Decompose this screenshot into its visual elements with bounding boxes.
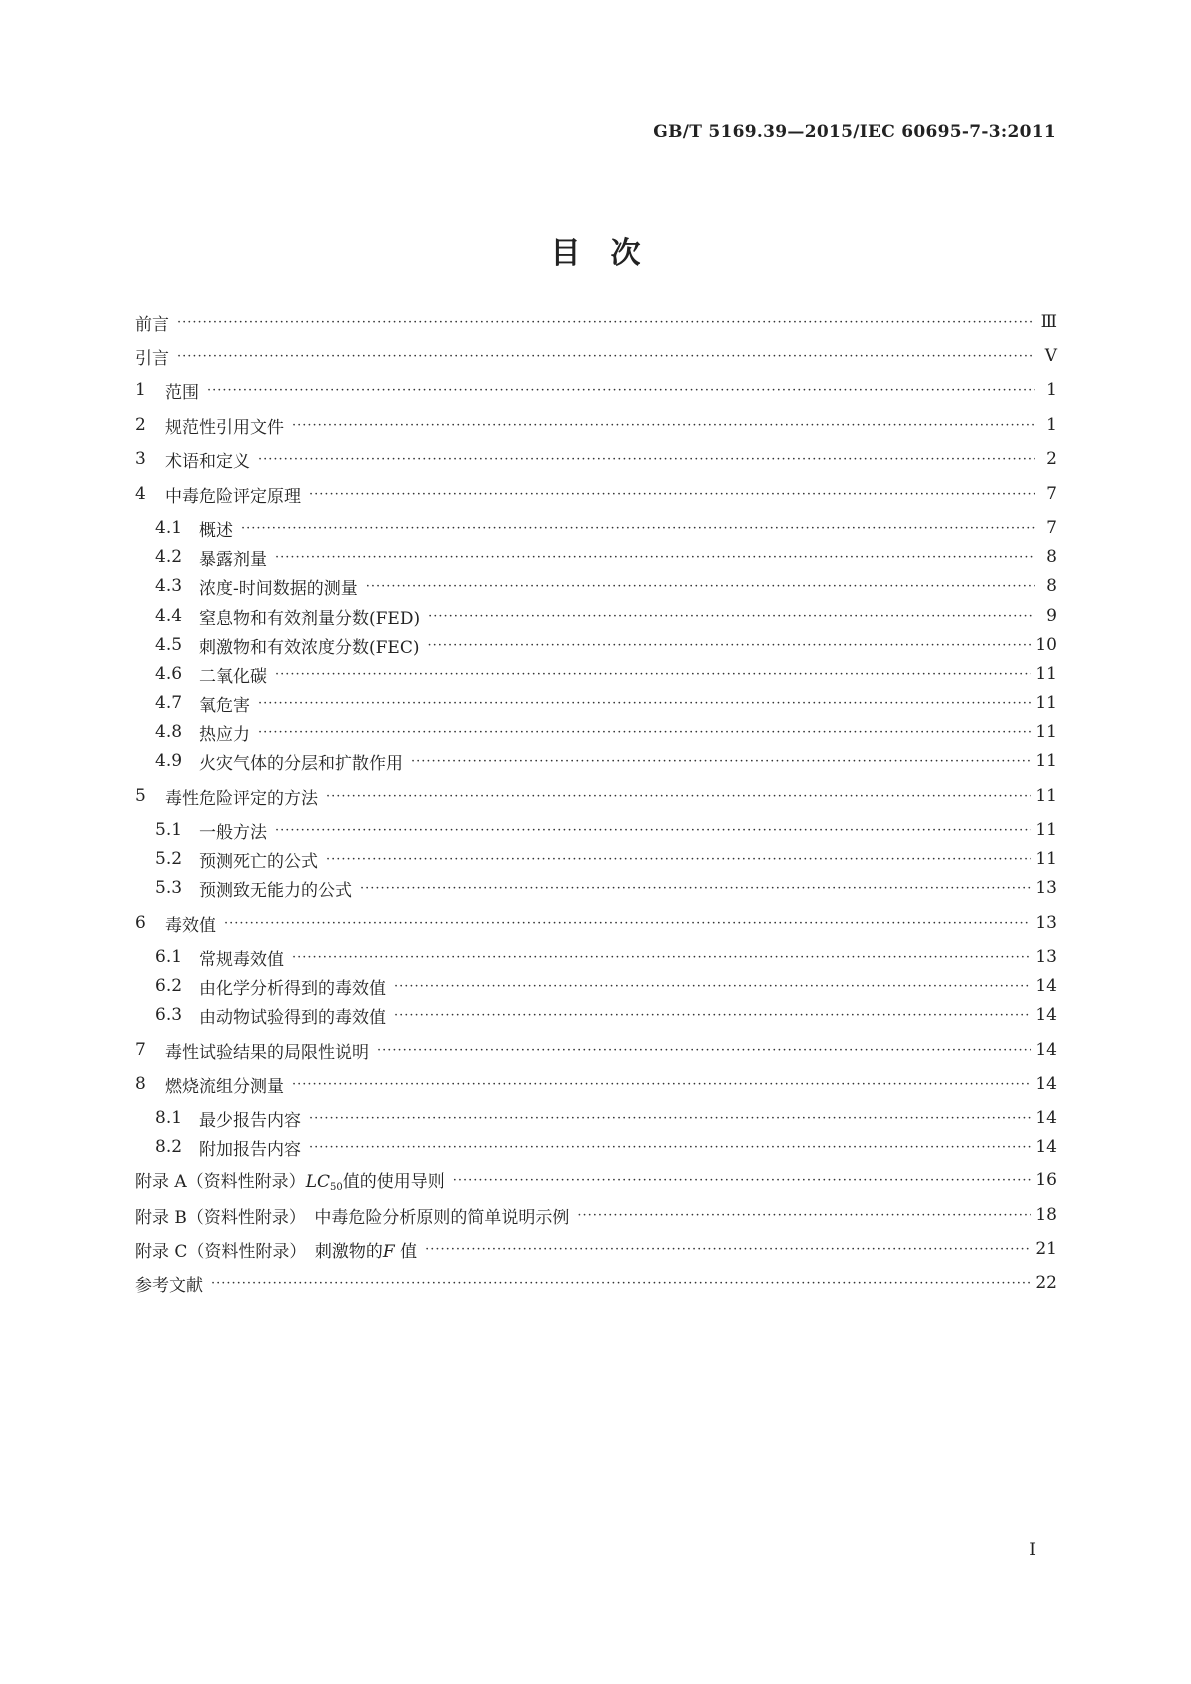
toc-entry-label: 规范性引用文件 — [165, 417, 284, 438]
dot-leader — [275, 667, 1031, 682]
dot-leader — [428, 609, 1035, 624]
dot-leader — [309, 1111, 1031, 1126]
page-title: 目 次 — [550, 236, 641, 271]
annex-a-rest: 值的使用导则 — [342, 1172, 445, 1192]
toc-entry-page: 11 — [1035, 664, 1057, 684]
dot-leader — [275, 823, 1031, 838]
dot-leader — [366, 579, 1035, 594]
dot-leader — [425, 1242, 1031, 1257]
toc-entry-label: 毒性试验结果的局限性说明 — [165, 1042, 369, 1063]
toc-entry-label: 常规毒效值 — [199, 949, 284, 970]
dot-leader — [177, 315, 1035, 330]
toc-entry-number: 4.6 — [155, 664, 183, 684]
toc-entry-label: 引言 — [135, 348, 169, 369]
toc-entry-label: 浓度-时间数据的测量 — [199, 578, 358, 599]
dot-leader — [275, 550, 1035, 565]
toc-entry[interactable] — [155, 574, 1057, 598]
toc-annex-c-label — [135, 1237, 421, 1262]
toc-entry[interactable] — [135, 482, 1057, 506]
toc-entry-number: 1 — [135, 380, 146, 400]
toc-entry-page: Ⅲ — [1040, 312, 1057, 332]
toc-entry-page: 11 — [1035, 751, 1057, 771]
dot-leader — [177, 349, 1035, 364]
toc-entry[interactable] — [155, 974, 1057, 998]
toc-entry-label: 概述 — [199, 520, 233, 541]
toc-entry[interactable] — [155, 847, 1057, 871]
toc-entry-number: 4.4 — [155, 606, 183, 626]
dot-leader — [577, 1208, 1031, 1223]
toc-entry-page: Ⅴ — [1044, 346, 1057, 366]
dot-leader — [326, 789, 1031, 804]
toc-entry-page: 1 — [1046, 415, 1057, 435]
toc-entry-label: 预测致无能力的公式 — [199, 880, 352, 901]
toc-entry-page: 14 — [1035, 1108, 1057, 1128]
toc-entry-label: 燃烧流组分测量 — [165, 1076, 284, 1097]
dot-leader — [292, 418, 1035, 433]
toc-entry-page: 13 — [1035, 913, 1057, 933]
annex-c-f: F — [382, 1241, 395, 1262]
toc-entry-number: 6.1 — [155, 947, 183, 967]
toc-entry-number: 8.1 — [155, 1108, 183, 1128]
toc-annex-c[interactable] — [135, 1237, 1057, 1261]
toc-entry[interactable] — [155, 604, 1057, 628]
toc-entry-number: 4.7 — [155, 693, 183, 713]
toc-entry[interactable] — [155, 1106, 1057, 1130]
toc-entry-label: 毒效值 — [165, 915, 216, 936]
toc-entry-number: 4 — [135, 484, 146, 504]
toc-annex-b-page: 18 — [1035, 1205, 1057, 1225]
toc-entry-number: 4.8 — [155, 722, 183, 742]
toc-entry-label: 术语和定义 — [165, 451, 250, 472]
toc-entry-number: 7 — [135, 1040, 146, 1060]
toc-annex-a-label — [135, 1167, 449, 1193]
toc-entry-page: 7 — [1046, 484, 1057, 504]
toc-entry-label: 刺激物和有效浓度分数(FEC) — [199, 637, 420, 658]
toc-entry-number: 3 — [135, 449, 146, 469]
toc-entry-page: 11 — [1035, 849, 1057, 869]
toc-entry[interactable] — [155, 720, 1057, 744]
toc-entry[interactable] — [135, 447, 1057, 471]
toc-entry-number: 4.1 — [155, 518, 183, 538]
toc-entry[interactable] — [155, 691, 1057, 715]
dot-leader — [224, 916, 1031, 931]
toc-entry[interactable] — [135, 378, 1057, 402]
toc-entry-number: 4.9 — [155, 751, 183, 771]
toc-entry-page: 7 — [1046, 518, 1057, 538]
page-number: I — [1029, 1540, 1036, 1560]
toc-entry-page: 10 — [1035, 635, 1057, 655]
toc-entry-number: 5.3 — [155, 878, 183, 898]
toc-entry-number: 5.1 — [155, 820, 183, 840]
toc-entry-label: 毒性危险评定的方法 — [165, 788, 318, 809]
toc-entry-page: 8 — [1046, 547, 1057, 567]
toc-entry-label: 二氧化碳 — [199, 666, 267, 687]
toc-entry[interactable] — [155, 516, 1057, 540]
toc-entry-label: 范围 — [165, 382, 199, 403]
annex-b-text: 附录 B（资料性附录） 中毒危险分析原则的简单说明示例 — [135, 1207, 570, 1228]
toc-entry-page: 14 — [1035, 1074, 1057, 1094]
dot-leader — [309, 1140, 1031, 1155]
toc-entry-label: 暴露剂量 — [199, 549, 267, 570]
toc-entry-page: 8 — [1046, 576, 1057, 596]
standard-code: GB/T 5169.39—2015/IEC 60695-7-3:2011 — [653, 122, 1056, 142]
toc-entry[interactable] — [155, 545, 1057, 569]
dot-leader — [292, 1077, 1031, 1092]
toc-entry-page: 14 — [1035, 1040, 1057, 1060]
toc-annex-c-page: 21 — [1035, 1239, 1057, 1259]
toc-entry[interactable] — [155, 1003, 1057, 1027]
toc-entry-number: 2 — [135, 415, 146, 435]
toc-entry-number: 8 — [135, 1074, 146, 1094]
toc-annex-b[interactable] — [135, 1203, 1057, 1227]
dot-leader — [411, 754, 1031, 769]
toc-entry-label: 由动物试验得到的毒效值 — [199, 1007, 386, 1028]
toc-entry-number: 5.2 — [155, 849, 183, 869]
toc-entry-label: 窒息物和有效剂量分数(FED) — [199, 608, 421, 629]
annex-a-sub: 50 — [329, 1182, 343, 1193]
toc-entry[interactable] — [135, 344, 1057, 368]
dot-leader — [258, 696, 1031, 711]
dot-leader — [241, 521, 1035, 536]
toc-entry-page: 11 — [1035, 693, 1057, 713]
toc-annex-b-label — [135, 1203, 573, 1228]
toc-entry[interactable] — [155, 945, 1057, 969]
toc-entry-label: 由化学分析得到的毒效值 — [199, 978, 386, 999]
toc-entry-number: 6 — [135, 913, 146, 933]
toc-entry-page: 11 — [1035, 786, 1057, 806]
toc-entry[interactable] — [135, 310, 1057, 334]
annex-c-rest: 值 — [394, 1241, 418, 1262]
toc-entry-page: 2 — [1046, 449, 1057, 469]
toc-entry-label: 热应力 — [199, 724, 250, 745]
dot-leader — [360, 881, 1031, 896]
toc-entry-label: 火灾气体的分层和扩散作用 — [199, 753, 403, 774]
toc-entry-label: 中毒危险评定原理 — [165, 486, 301, 507]
toc-entry-page: 11 — [1035, 722, 1057, 742]
annex-c-prefix: 附录 C（资料性附录） 刺激物的 — [135, 1241, 383, 1262]
toc-entry-label: 预测死亡的公式 — [199, 851, 318, 872]
toc-entry[interactable] — [135, 784, 1057, 808]
toc-entry[interactable] — [135, 413, 1057, 437]
toc-entry-label: 前言 — [135, 314, 169, 335]
toc-entry-number: 4.5 — [155, 635, 183, 655]
toc-references-label — [135, 1271, 207, 1296]
toc-entry-number: 6.2 — [155, 976, 183, 996]
toc-entry-number: 4.2 — [155, 547, 183, 567]
references-text: 参考文献 — [135, 1275, 203, 1296]
toc-entry[interactable] — [155, 1135, 1057, 1159]
dot-leader — [292, 950, 1031, 965]
dot-leader — [207, 383, 1035, 398]
toc-entry-label: 一般方法 — [199, 822, 267, 843]
toc-entry-page: 14 — [1035, 1137, 1057, 1157]
toc-entry-page: 9 — [1046, 606, 1057, 626]
toc-entry[interactable] — [155, 749, 1057, 773]
toc-entry-label: 最少报告内容 — [199, 1110, 301, 1131]
dot-leader — [211, 1276, 1031, 1291]
toc-entry-page: 14 — [1035, 1005, 1057, 1025]
toc-entry[interactable] — [135, 1072, 1057, 1096]
dot-leader — [258, 725, 1031, 740]
toc-entry-page: 14 — [1035, 976, 1057, 996]
toc-entry[interactable] — [155, 876, 1057, 900]
dot-leader — [394, 1008, 1031, 1023]
toc-entry-number: 8.2 — [155, 1137, 183, 1157]
toc-references-page: 22 — [1035, 1273, 1057, 1293]
dot-leader — [309, 487, 1035, 502]
annex-a-lc: LC — [305, 1172, 330, 1192]
toc-entry-page: 13 — [1035, 878, 1057, 898]
toc-entry[interactable] — [155, 662, 1057, 686]
toc-entry-label: 氧危害 — [199, 695, 250, 716]
toc-entry-number: 5 — [135, 786, 146, 806]
toc-entry-page: 11 — [1035, 820, 1057, 840]
toc-annex-a[interactable] — [135, 1168, 1057, 1192]
dot-leader — [453, 1173, 1032, 1188]
dot-leader — [258, 452, 1035, 467]
toc-entry-number: 6.3 — [155, 1005, 183, 1025]
toc-entry-label: 附加报告内容 — [199, 1139, 301, 1160]
toc-entry[interactable] — [155, 818, 1057, 842]
toc-annex-a-page: 16 — [1035, 1170, 1057, 1190]
dot-leader — [394, 979, 1031, 994]
toc-entry-number: 4.3 — [155, 576, 183, 596]
toc-entry-page: 1 — [1046, 380, 1057, 400]
toc-entry-page: 13 — [1035, 947, 1057, 967]
dot-leader — [326, 852, 1031, 867]
toc-entry[interactable] — [135, 911, 1057, 935]
toc-entry[interactable] — [135, 1038, 1057, 1062]
dot-leader — [377, 1043, 1031, 1058]
toc-entry[interactable] — [155, 633, 1057, 657]
toc-references[interactable] — [135, 1271, 1057, 1295]
dot-leader — [427, 638, 1031, 653]
annex-a-prefix: 附录 A（资料性附录） — [135, 1172, 306, 1192]
